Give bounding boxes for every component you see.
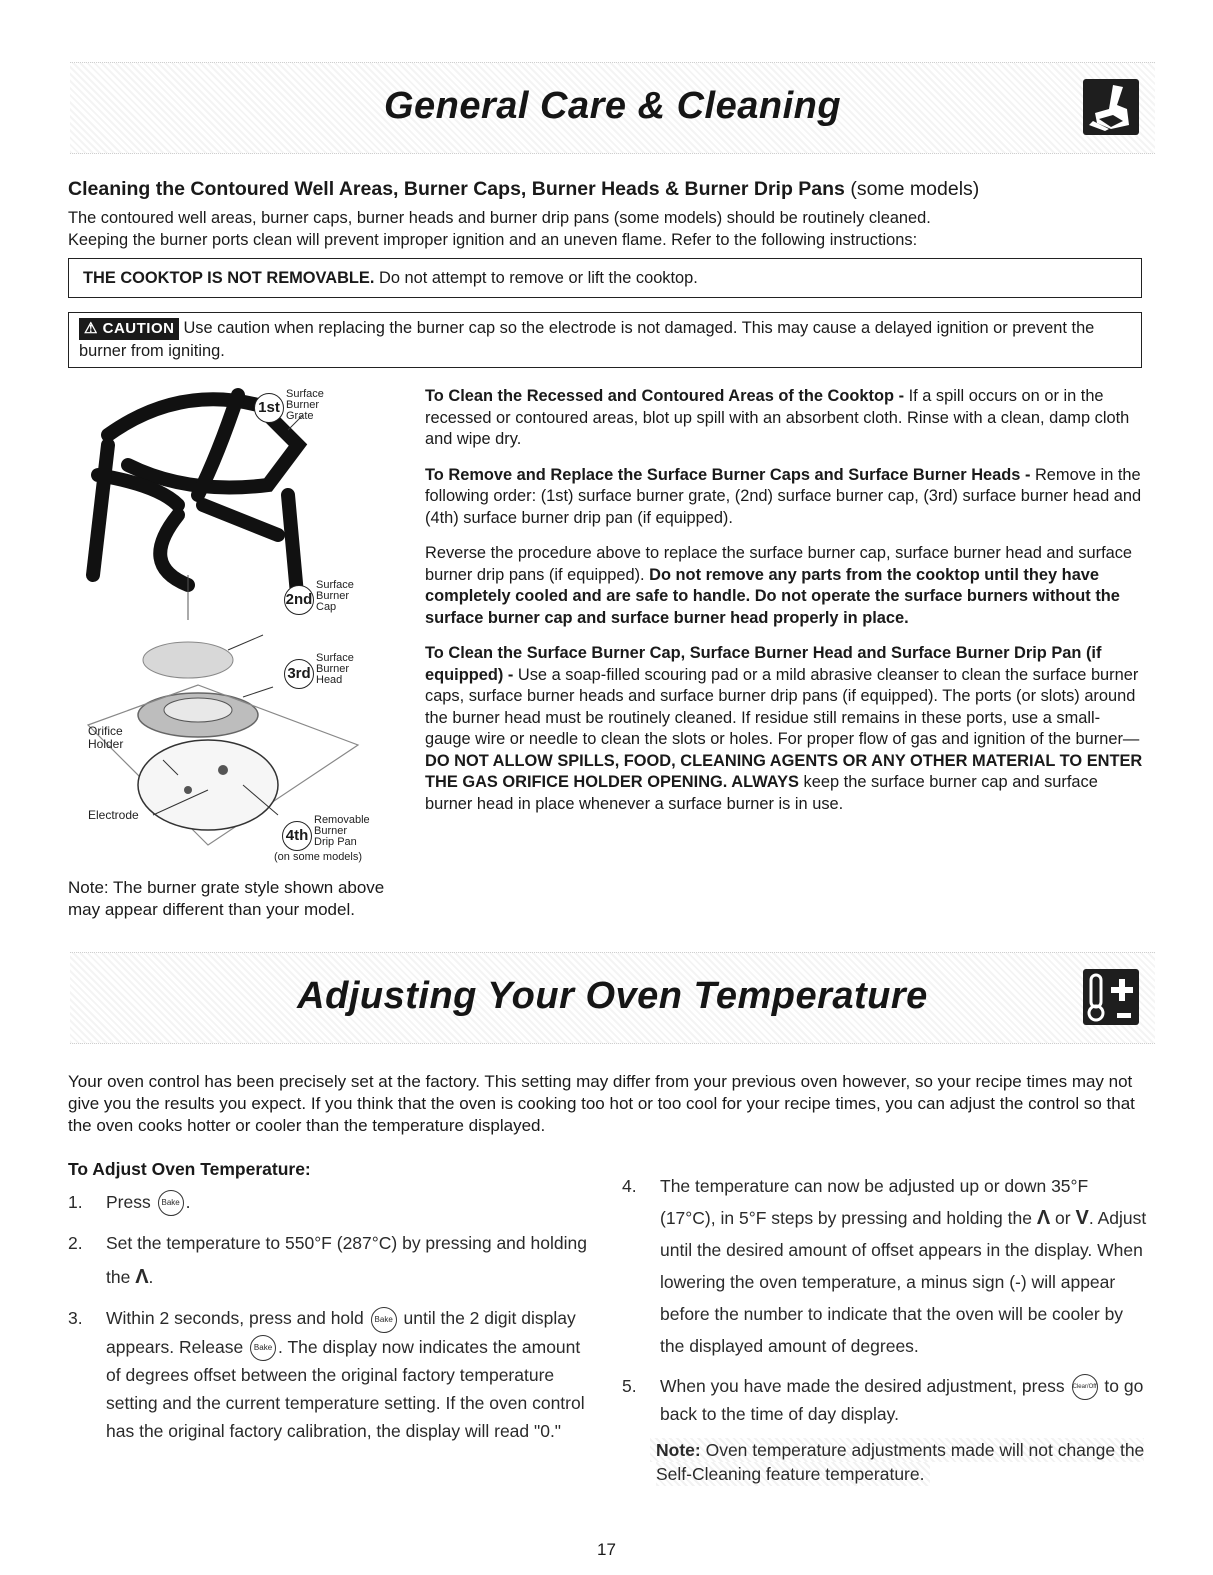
callout-line: Burner xyxy=(316,590,350,602)
up-arrow-icon: Λ xyxy=(1036,1207,1051,1229)
step-number: 5. xyxy=(622,1376,637,1396)
step-3 xyxy=(68,1304,598,1445)
callout-line: Holder xyxy=(88,737,124,751)
para-heading: To Clean the Recessed and Contoured Areas of the Cooktop - xyxy=(425,387,909,405)
callout-line: Burner xyxy=(286,399,320,411)
banner-title: Adjusting Your Oven Temperature xyxy=(297,975,928,1017)
caution-text: Use caution when replacing the burner cap so the electrode is not damaged. This may cause a delayed ignition or prevent the burner from igniting. xyxy=(79,319,1095,360)
warning-triangle-icon: ⚠ xyxy=(84,320,98,337)
intro-line-2: Keeping the burner ports clean will prevent improper ignition and an uneven flame. Refer to the following instructions: xyxy=(68,231,918,249)
burner-diagram-drawing xyxy=(68,375,418,865)
section-heading xyxy=(68,178,979,201)
diagram-note: Note: The burner grate style shown above may appear different than your model. xyxy=(68,878,385,919)
step-number: 3. xyxy=(68,1308,83,1329)
callout-line: Surface xyxy=(316,579,354,591)
step-text: to go back to the time of day display. xyxy=(660,1376,1144,1425)
remove-replace-paragraph xyxy=(425,465,1145,530)
para-heading: To Clean the Surface Burner Cap, Surface Burner Head and Surface Burner Drip Pan (if equipped) - xyxy=(425,644,1102,684)
orifice-holder-callout xyxy=(88,725,123,751)
step-1st-badge: 1st xyxy=(254,393,284,423)
para-text: Remove in the following order: (1st) surface burner grate, (2nd) surface burner cap, (3rd) surface burner head and (4th) surface burner drip pan (if equipped). xyxy=(425,465,1142,527)
step-text: . Adjust until the desired amount of offset appears in the display. When lowering the oven temperature, a minus sign (-) will appear before the number to indicate that the oven will be cooler by the displayed amount of degrees. xyxy=(660,1208,1147,1356)
banner-title: General Care & Cleaning xyxy=(383,85,842,127)
step-number: 4. xyxy=(622,1176,637,1196)
step-number: 2. xyxy=(68,1233,83,1254)
burner-diagram xyxy=(68,375,418,865)
para-warning: DO NOT ALLOW SPILLS, FOOD, CLEANING AGENTS OR ANY OTHER MATERIAL TO ENTER THE GAS ORIFICE HOLDER OPENING. ALWAYS xyxy=(425,751,1143,791)
grate-callout xyxy=(286,389,324,422)
step-5 xyxy=(622,1372,1147,1428)
up-arrow-icon: Λ xyxy=(135,1266,149,1289)
notice-text: Do not attempt to remove or lift the cooktop. xyxy=(374,269,698,287)
callout-line: Surface xyxy=(316,652,354,664)
step-text: When you have made the desired adjustment, press xyxy=(660,1376,1070,1396)
note-text: Oven temperature adjustments made will not change the Self-Cleaning feature temperature. xyxy=(656,1440,1145,1485)
step-text: . xyxy=(148,1267,154,1288)
cap-callout xyxy=(316,580,354,613)
caution-label: CAUTION xyxy=(102,320,175,337)
drip-pan-callout xyxy=(314,815,370,848)
bake-key-icon: Bake xyxy=(371,1307,397,1333)
steps-right xyxy=(622,1170,1147,1486)
step-text: Set the temperature to 550°F (287°C) by pressing and holding the xyxy=(106,1233,587,1288)
callout-line: Head xyxy=(316,674,343,686)
head-callout xyxy=(316,653,354,686)
callout-line: Orifice xyxy=(88,724,123,738)
step-text: until the 2 digit display appears. Release xyxy=(106,1308,576,1357)
step-text: or xyxy=(1050,1208,1076,1228)
steps-left xyxy=(68,1190,598,1455)
page-number: 17 xyxy=(597,1540,616,1559)
cleaning-instructions xyxy=(425,386,1145,829)
step-3rd-badge: 3rd xyxy=(284,659,314,689)
note-label: Note: xyxy=(656,1440,701,1461)
oven-intro: Your oven control has been precisely set at the factory. This setting may differ from your previous oven however, so your recipe times may not give you the results you expect. If you think that the oven is cooking too hot or too cool for your recipe times, you can adjust the control so that the oven cooks hotter or cooler than the temperature displayed. xyxy=(68,1072,1135,1135)
burner-cap-drawing xyxy=(143,642,233,678)
callout-line: Drip Pan xyxy=(314,836,357,848)
callout-line: Burner xyxy=(316,663,350,675)
clean-cap-head-paragraph xyxy=(425,643,1145,815)
section-heading-suffix: (some models) xyxy=(850,178,980,200)
electrode-callout: Electrode xyxy=(88,808,139,822)
section-heading-text: Cleaning the Contoured Well Areas, Burner Caps, Burner Heads & Burner Drip Pans xyxy=(68,178,845,200)
step-4 xyxy=(622,1170,1147,1362)
para-text: Use a soap-filled scouring pad or a mild abrasive cleanser to clean the surface burner caps, surface burner heads and surface burner drip pans (if equipped). The ports (or slots) around the burner head must be routinely cleaned. If residue still remains in these ports, use a small-gauge wire or needle to clean the slots or holes. For proper flow of gas and ignition of the burner— xyxy=(425,665,1140,748)
intro-line-1: The contoured well areas, burner caps, burner heads and burner drip pans (some models) should be routinely cleaned. xyxy=(68,209,931,227)
caution-badge xyxy=(79,318,179,340)
callout-line: Burner xyxy=(314,825,348,837)
care-cleaning-banner xyxy=(70,62,1155,154)
thermometer-plus-minus-icon xyxy=(1083,969,1139,1025)
step-4th-badge: 4th xyxy=(282,821,312,851)
para-text: keep the surface burner cap and surface burner head in place whenever a surface burner is in use. xyxy=(425,773,1098,813)
para-text: Reverse the procedure above to replace the surface burner cap, surface burner head and surface burner drip pans (if equipped). xyxy=(425,544,1133,584)
clear-off-key-icon: Clear/Off xyxy=(1072,1374,1098,1400)
step-2 xyxy=(68,1226,598,1294)
step-text: . The display now indicates the amount of degrees offset between the original factory temperature setting and the current temperature setting. If the oven control has the original factory calibration, the display will read "0." xyxy=(106,1336,585,1442)
recessed-areas-paragraph xyxy=(425,386,1145,451)
step-1 xyxy=(68,1190,598,1216)
down-arrow-icon: V xyxy=(1075,1207,1089,1229)
para-warning: Do not remove any parts from the cooktop until they have completely cooled and are safe to handle. Do not operate the surface burners without the surface burner cap and surface burner head properly in place. xyxy=(425,565,1120,627)
callout-line: Cap xyxy=(316,601,337,613)
step-text: The temperature can now be adjusted up or down 35°F (17°C), in 5°F steps by pressing and holding the xyxy=(660,1176,1089,1228)
step-text: Within 2 seconds, press and hold xyxy=(106,1308,369,1329)
step-number: 1. xyxy=(68,1192,83,1212)
self-clean-note xyxy=(622,1438,1147,1486)
callout-line: Surface xyxy=(286,388,324,400)
callout-line: Grate xyxy=(286,410,314,422)
reverse-procedure-paragraph xyxy=(425,543,1145,629)
step-2nd-badge: 2nd xyxy=(284,585,314,615)
para-heading: To Remove and Replace the Surface Burner Caps and Surface Burner Heads - xyxy=(425,465,1035,484)
drip-pan-callout-note: (on some models) xyxy=(274,851,363,863)
cleaning-hand-icon xyxy=(1083,79,1139,135)
note-box xyxy=(650,1438,1144,1486)
bake-key-icon: Bake xyxy=(158,1190,184,1216)
adjust-heading: To Adjust Oven Temperature: xyxy=(68,1159,311,1179)
para-text: If a spill occurs on or in the recessed or contoured areas, blot up spill with an absorbent cloth. Rinse with a clean, damp cloth and wipe dry. xyxy=(425,387,1130,448)
notice-bold: THE COOKTOP IS NOT REMOVABLE. xyxy=(83,269,375,287)
oven-temperature-banner xyxy=(70,952,1155,1044)
caution-notice xyxy=(68,312,1142,368)
burner-grate-drawing xyxy=(93,395,298,605)
not-removable-notice xyxy=(68,258,1142,298)
bake-key-icon: Bake xyxy=(250,1335,276,1361)
step-text: Press xyxy=(106,1192,156,1212)
step-text: . xyxy=(185,1192,191,1212)
callout-line: Removable xyxy=(314,814,370,826)
